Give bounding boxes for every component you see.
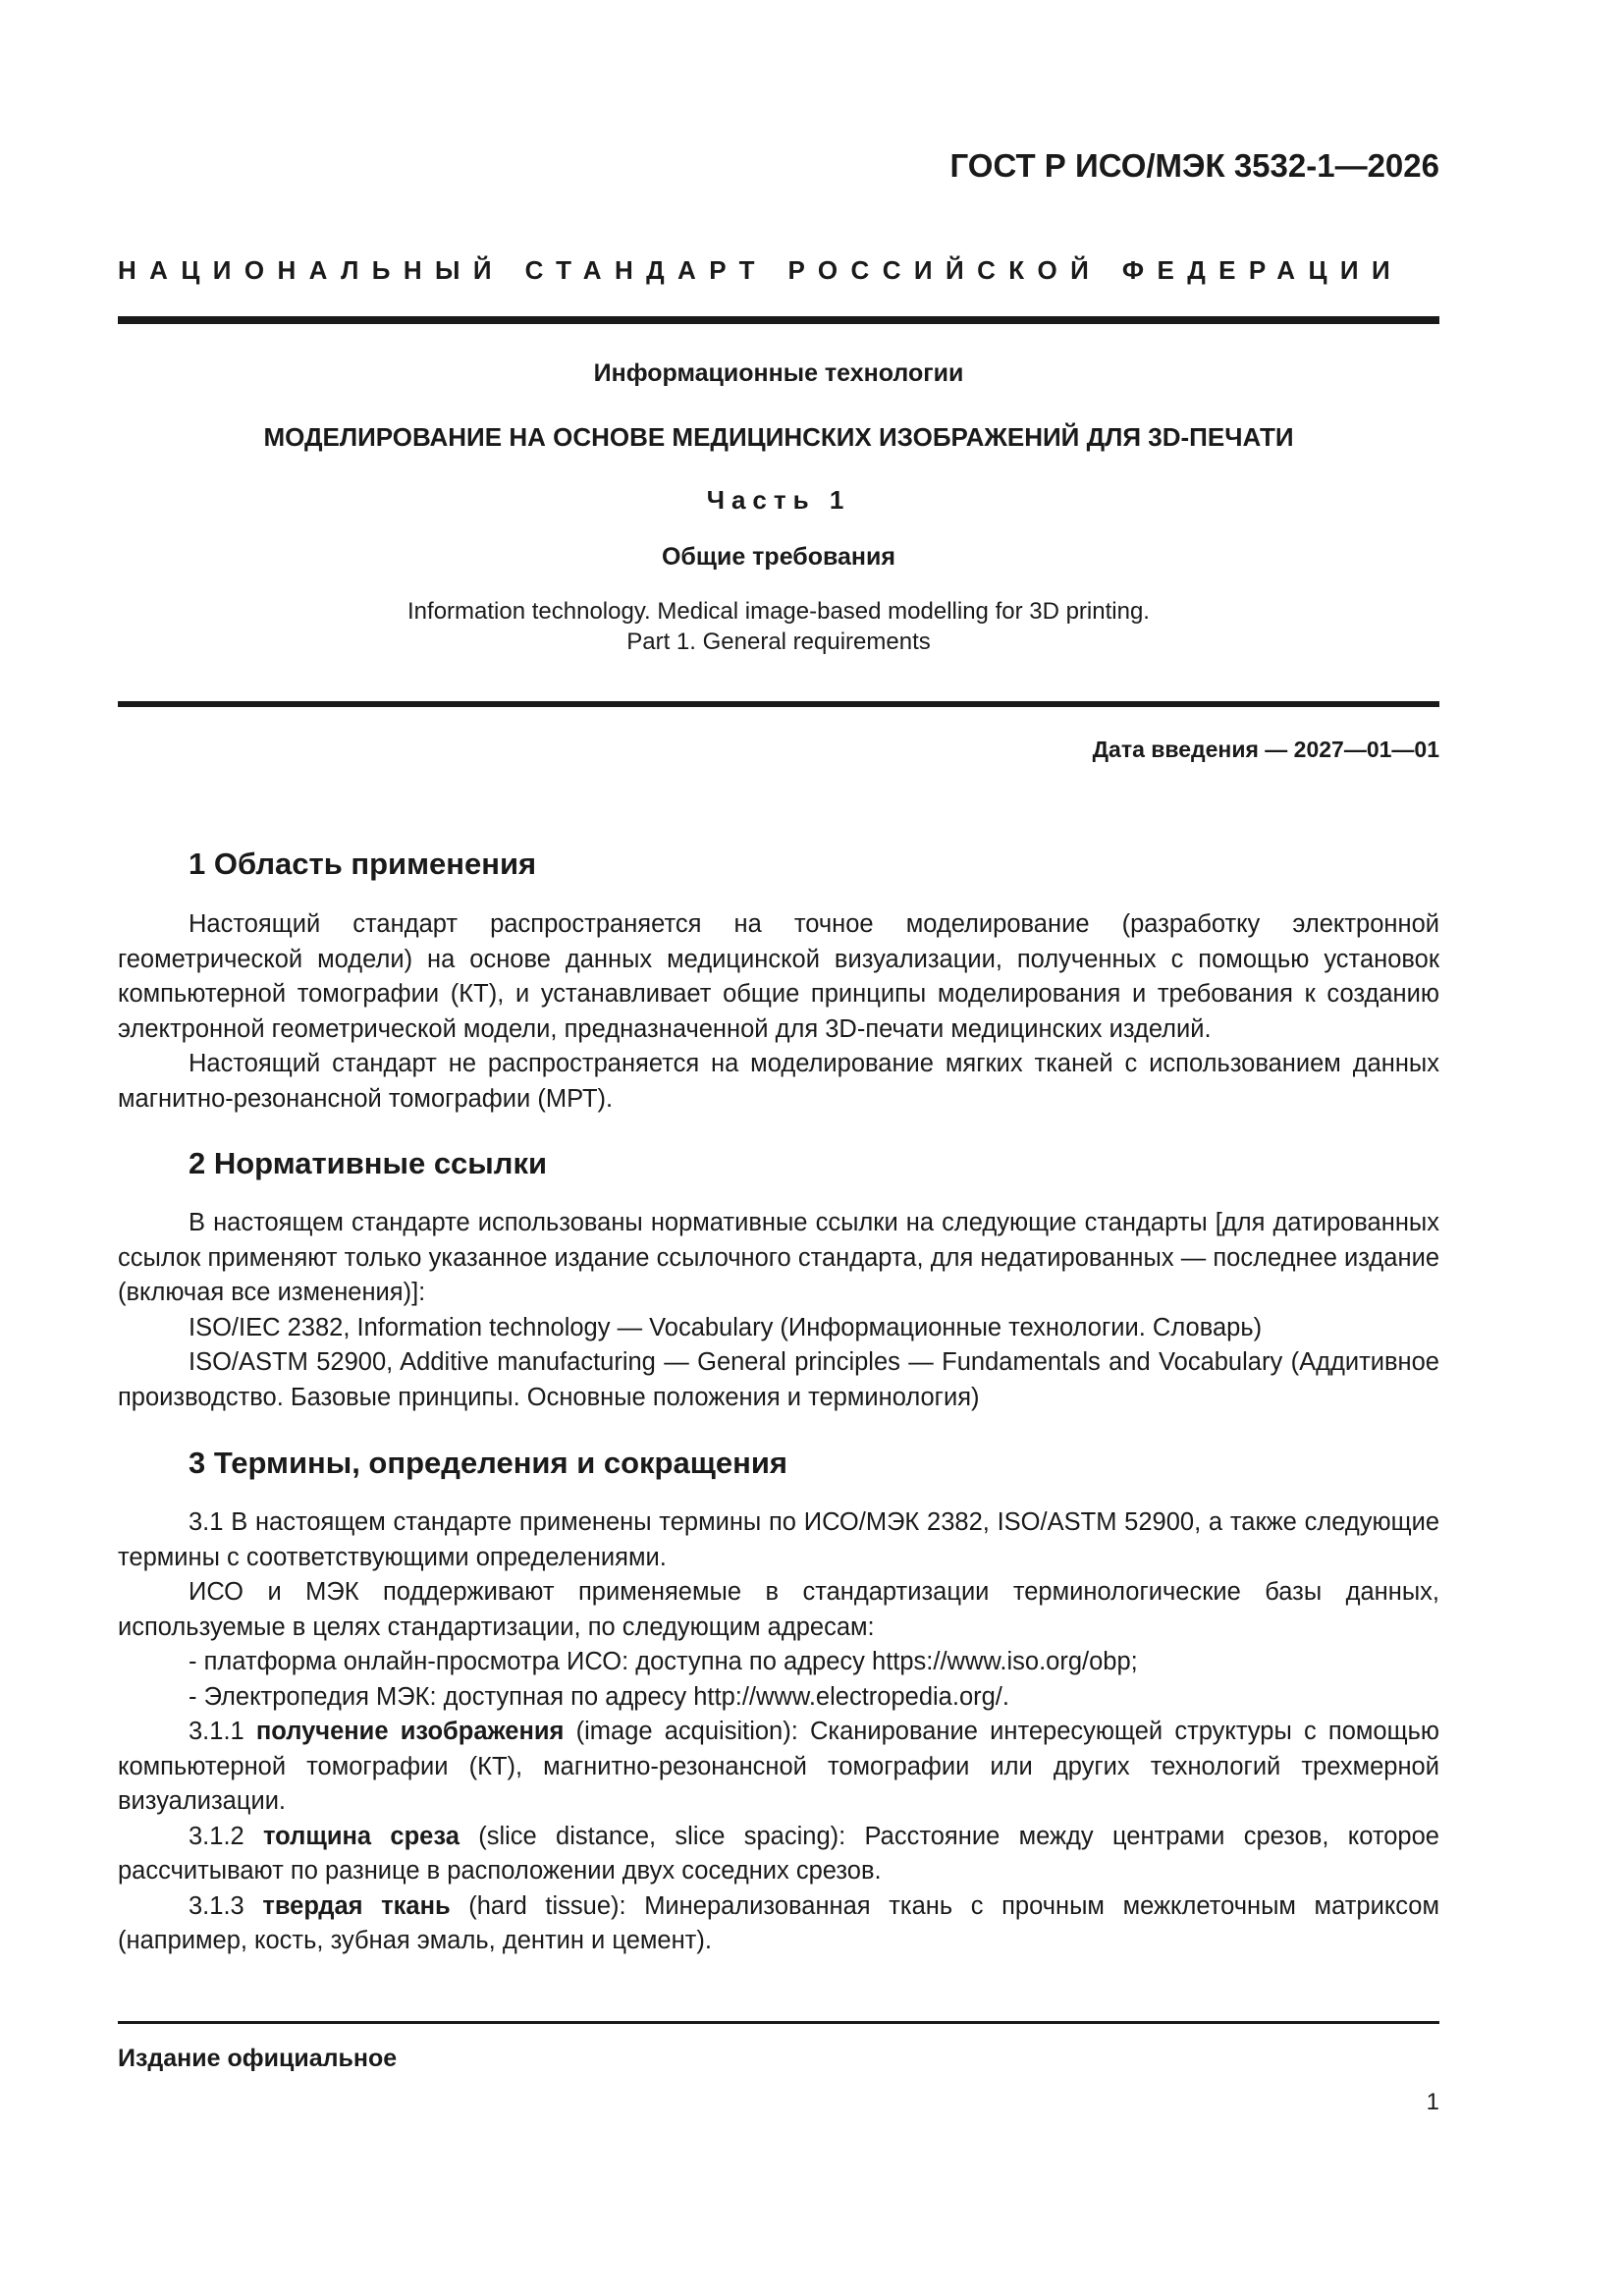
english-title-line-1: Information technology. Medical image-based modelling for 3D printing. (407, 598, 1150, 625)
footer-rule (118, 2021, 1439, 2024)
section-2-reference-1: ISO/IEC 2382, Information technology — Vocabulary (Информационные технологии. Словарь) (189, 1313, 1263, 1341)
english-title (118, 596, 1439, 657)
national-standard-banner: НАЦИОНАЛЬНЫЙ СТАНДАРТ РОССИЙСКОЙ ФЕДЕРАЦИИ (118, 255, 1404, 285)
term-name: получение изображения (255, 1718, 565, 1745)
term-3-1-1 (118, 1715, 1439, 1820)
section-3-heading: 3 Термины, определения и сокращения (189, 1446, 787, 1480)
english-title-line-2: Part 1. General requirements (626, 629, 931, 655)
term-number: 3.1.2 (189, 1822, 264, 1850)
term-name: твердая ткань (262, 1891, 451, 1920)
section-3-list-item-1: - платформа онлайн-просмотра ИСО: доступна по адресу https://www.iso.org/obp; (189, 1648, 1138, 1675)
section-1-heading: 1 Область применения (189, 847, 537, 881)
term-number: 3.1.3 (189, 1891, 263, 1920)
section-1-paragraph-1: Настоящий стандарт распространяется на точное моделирование (разработку электронной геометрической модели) на основе данных медицинской визуализации, полученных с помощью установок компьютерной томографии (КТ), и устанавливает общие принципы моделирования и требования к созданию электронной геометрической модели, предназначенной для 3D-печати медицинских изделий. (118, 910, 1439, 1043)
official-edition-label: Издание официальное (118, 2045, 398, 2072)
section-3-body (118, 1505, 1439, 1959)
page-number: 1 (1426, 2089, 1439, 2115)
standard-subtitle: Общие требования (661, 543, 895, 571)
term-3-1-3 (118, 1889, 1439, 1959)
section-1-paragraph-2: Настоящий стандарт не распространяется на моделирование мягких тканей с использованием данных магнитно-резонансной томографии (МРТ). (118, 1050, 1439, 1113)
section-2-reference-2: ISO/ASTM 52900, Additive manufacturing — General principles — Fundamentals and Vocabulary (Аддитивное производство. Базовые принципы. Основные положения и терминология) (118, 1348, 1439, 1411)
header-rule (118, 316, 1439, 324)
term-name: толщина среза (263, 1822, 460, 1850)
term-3-1-2 (118, 1820, 1439, 1889)
section-2-heading: 2 Нормативные ссылки (189, 1146, 548, 1180)
section-3-paragraph-2: ИСО и МЭК поддерживают применяемые в стандартизации терминологические базы данных, используемые в целях стандартизации, по следующим адресам: (118, 1578, 1439, 1641)
section-3-paragraph-1: 3.1 В настоящем стандарте применены термины по ИСО/МЭК 2382, ISO/ASTM 52900, а также следующие термины с соответствующими определениями. (118, 1508, 1439, 1571)
standard-code: ГОСТ Р ИСО/МЭК 3532-1—2026 (949, 147, 1439, 184)
term-number: 3.1.1 (189, 1718, 256, 1745)
term-definition: (slice distance, slice spacing): Расстояние между центрами срезов, которое рассчитывают по разнице в расположении двух соседних срезов. (118, 1822, 1439, 1885)
term-definition: (image acquisition): Сканирование интересующей структуры с помощью компьютерной томографии (КТ), магнитно-резонансной томографии или других технологий трехмерной визуализации. (118, 1718, 1439, 1815)
section-3-list-item-2: - Электропедия МЭК: доступная по адресу http://www.electropedia.org/. (189, 1682, 1009, 1711)
standard-field: Информационные технологии (593, 359, 964, 387)
introduction-date: Дата введения — 2027—01—01 (1092, 737, 1439, 762)
standard-title: МОДЕЛИРОВАНИЕ НА ОСНОВЕ МЕДИЦИНСКИХ ИЗОБРАЖЕНИЙ ДЛЯ 3D-ПЕЧАТИ (263, 422, 1294, 452)
section-1-body (118, 907, 1439, 1117)
standard-part: Часть 1 (706, 485, 851, 515)
term-definition: (hard tissue): Минерализованная ткань с прочным межклеточным матриксом (например, кость, зубная эмаль, дентин и цемент). (118, 1891, 1440, 1954)
section-2-body (118, 1206, 1439, 1415)
title-rule (118, 701, 1439, 707)
section-2-paragraph-1: В настоящем стандарте использованы нормативные ссылки на следующие стандарты [для датированных ссылок применяют только указанное издание ссылочного стандарта, для недатированных — последнее издание (включая все изменения)]: (118, 1209, 1439, 1306)
